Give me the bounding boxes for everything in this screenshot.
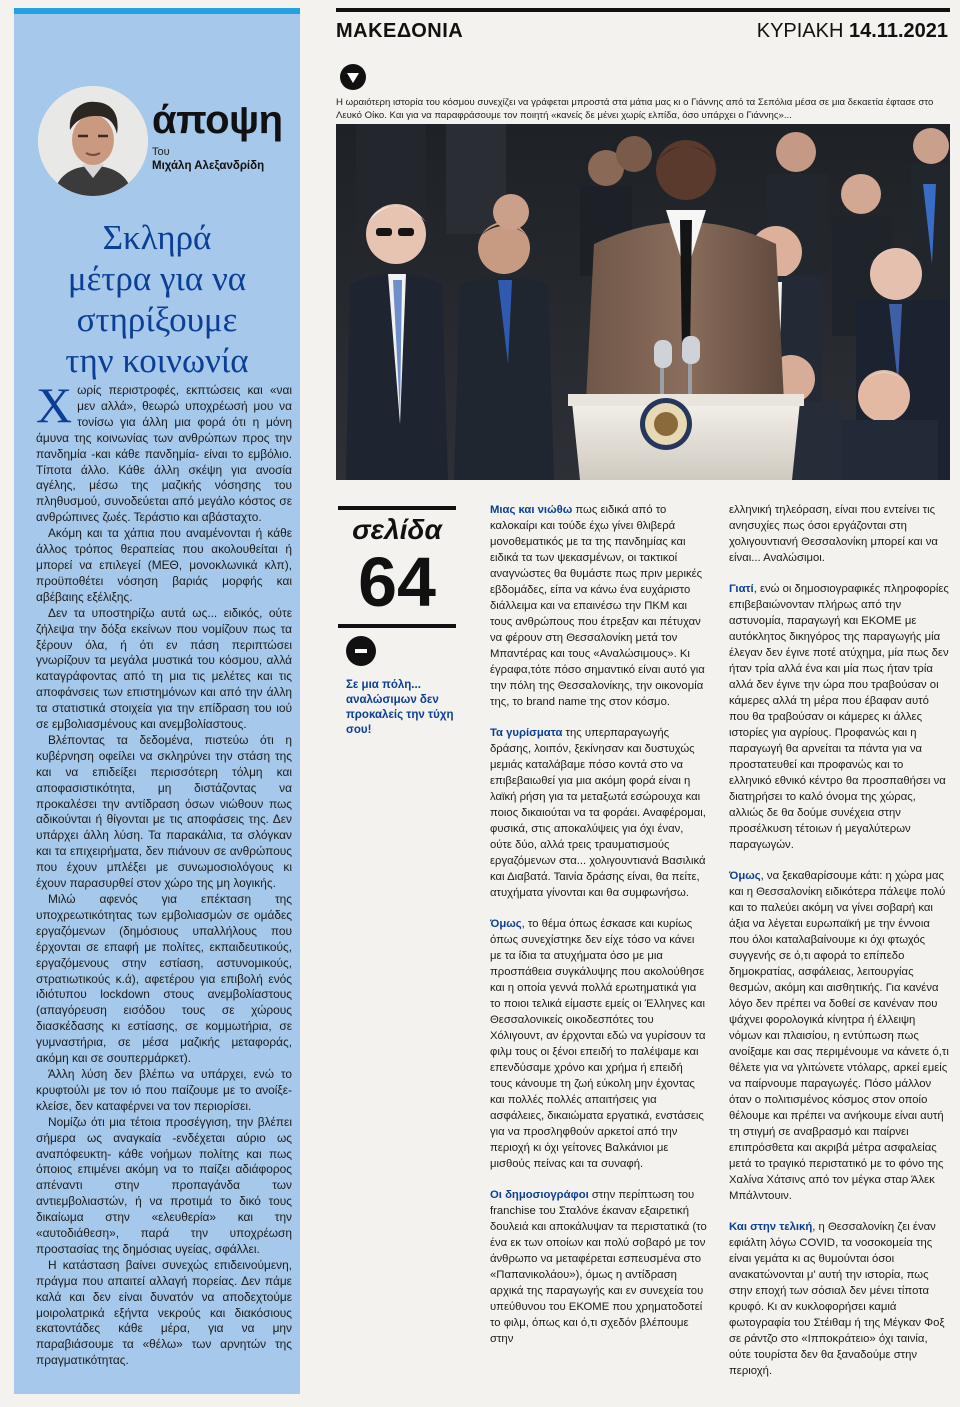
opinion-paragraph: Μιλώ αφενός για επέκταση της υποχρεωτικότητας των εμβολιασμών σε ομάδες εργαζόμενων (δημόσιους υπαλλήλους που έρχονται σε επαφή με πολίτες, εκπαιδευτικούς, εργαζόμενους στην εστίαση, αστυνομικούς, στρατιωτικούς κ.ά), αφετέρου για επιβολή ενός ιδιότυπου lockdown στους ανεμβολίαστους (απαγόρευση εισόδου τους σε χώρους διασκέδασης κι εστίασης, σε κομμωτήρια, σε γυμναστήρια, σε μέσα μαζικής μεταφοράς, ακόμη και σε σουπερμάρκετ). [36,892,292,1066]
issue-date-value: 14.11.2021 [849,20,948,42]
opinion-paragraph: Νομίζω ότι μια τέτοια προσέγγιση, την βλέπει σήμερα ως αναγκαία -ενδέχεται αύριο ως αναπόφευκτη- κάθε νοήμων πολίτης και πως όποιος επιμένει ακόμη να το παίζει αδιάφορος απέναντι στην προπαγάνδα των αντιεμβολιαστών, ή να προτιμά το δικό τους δικαίωμα στην «ελευθερία» και την «αυτοδιάθεση», παρά την υποχρέωση προστασίας της δημόσιας υγείας, σφάλλει. [36,1114,292,1256]
paragraph-lead: Γιατί [729,583,754,595]
opinion-body [36,383,292,1388]
byline-prefix: Του [152,146,170,158]
author-portrait-icon [38,86,148,196]
masthead [336,8,950,44]
paragraph-lead: Όμως [490,918,522,930]
author-name: Μιχάλη Αλεξανδρίδη [152,160,265,172]
drop-cap: Χ [36,383,73,433]
white-house-photo [336,124,950,480]
podium-scene-image [336,124,950,480]
page-number: 64 [358,543,436,621]
opinion-paragraph: Δεν τα υποστηρίζω αυτά ως... ειδικός, ούτε ζήλεψα την δόξα εκείνων που νομίζουν πως τα ξέρουν όλα, ή ότι εν πάση περιπτώσει γνωρίζουν τα μεγάλα μυστικά του κόσμου, αλλά καταγράφοντας από τη μια τις μελέτες και τις αποφάνσεις των επιστημόνων και από την άλλη τα στατιστικά στοιχεία για την επίδραση του ιού σε εμβολιασμένους και ανεμβολίαστους. [36,605,292,732]
pull-quote: Σε μια πόλη... αναλώσιμων δεν προκαλείς την τύχη σου! [346,679,454,736]
opinion-paragraph: Χωρίς περιστροφές, εκπτώσεις και «ναι μεν αλλά», θεωρώ υποχρέωσή μου να τονίσω για άλλη μια φορά ότι η μόνη άμυνα της κοινωνίας των ανθρώπων προς την πανδημία -και κάθε πανδημία- είναι το εμβόλιο. Τίποτα άλλο. Κάθε άλλη σκέψη για ανοσία αγέλης, μέσω της μαζικής νόσησης του πληθυσμού, συνοδεύεται από μεγάλο κόστος σε ανθρώπινες ζωές. Τεράστιο και αβάσταχτο. [36,383,292,525]
paragraph-lead: Τα γυρίσματα [490,727,563,739]
headline-line: στηρίξουμε [76,299,238,339]
opinion-paragraph: Βλέποντας τα δεδομένα, πιστεύω ότι η κυβέρνηση οφείλει να σκληρύνει την στάση της και να επιδείξει περισσότερη τόλμη και αποφασιστικότητα, μη διστάζοντας να προκαλέσει την αντίδραση όσων νιώθουν πως αδικούνται ή θίγονται με τις αποφάσεις της. Δεν υπάρχει άλλη λύση. Τα παρακάλια, τα σλόγκαν και τα επιχειρήματα, δεν πιάνουν σε ανθρώπους που έχουν μπλέξει με συνωμοσιολόγους κι έχουν παρασυρθεί στον χώρο της μη λογικής. [36,732,292,891]
article-paragraph: Όμως, το θέμα όπως έσκασε και κυρίως όπως συνεχίστηκε δεν είχε τόσο να κάνει με τα ίδια τα ατυχήματα όσο με μια προσπάθεια συγκάλυψης που ακολούθησε και η οποία γεννά πολλά ερωτηματικά για το ποιοι τελικά είμαστε εμείς οι Έλληνες και Θεσσαλονικείς οικοδεσπότες του Χόλιγουντ, αν έρχονται εδώ να γυρίσουν τα φιλμ τους οι ξένοι επειδή το παλέψαμε και επενδύσαμε χρόνο και χρήμα ή επειδή τους κάνουμε τη ζωή εύκολη μην έχοντας και πολλές πολλές απαιτήσεις για ασφάλειες, δικαιώματα εργατικά, ενστάσεις για να προσληφθούν αρκετοί από την περιοχή κι όχι γείτονες Βαλκάνιοι με μισθούς πείνας και τα συναφή. [490,918,706,1170]
article-column-2 [729,502,949,1394]
paragraph-lead: Μιας και νιώθω [490,504,573,516]
page-badge [338,506,456,752]
page-word: σελίδα [352,514,442,545]
down-arrow-icon [340,64,366,90]
headline-line: μέτρα για να [67,258,247,298]
article-paragraph: Και στην τελική, η Θεσσαλονίκη ζει έναν εφιάλτη λόγω COVID, τα νοσοκομεία της είναι γεμάτα κι ας θυμούνται όσοι ανακατώνονται μ' αυτή την ιστορία, πως στην εποχή των σόσιαλ δεν μένει τίποτα κρυφό. Κι αν κυκλοφορήσει καμιά φωτογραφία του Στέιθαμ ή της Μέγκαν Φοξ σε ράντζο στο «Ιπποκράτειο» όχι ταινία, ούτε τουρίστα δεν θα ξαναδούμε στην περιοχή. [729,1221,945,1377]
article-paragraph: Τα γυρίσματα της υπερπαραγωγής δράσης, λοιπόν, ξεκίνησαν και δυστυχώς μεμιάς καταλάβαμε πόσο κοντά στο να επιβεβαιωθεί για μια ακόμη φορά είναι η λαϊκή ρήση για τα μεταξωτά εσώρουχα και ποιος δικαιούται να τα φοράει. Αναφέρομαι, φυσικά, στις αποκαλύψεις για όχι έναν, ούτε δύο, αλλά τρεις τραυματισμούς εργαζόμενων στα... χολιγουντιανά Βασιλικά και Διαβατά. Ταινία δράσης είναι, θα πείτε, ατυχήματα γίνονται και θα συμφωνήσω. [490,727,706,899]
headline-line: Σκληρά [102,218,212,257]
author-avatar [38,86,148,196]
minus-icon [346,636,376,666]
headline-line: την κοινωνία [65,340,249,380]
paragraph-lead: Και στην τελική [729,1221,813,1233]
issue-date [757,20,948,43]
paper-name: ΜΑΚΕΔΟΝΙΑ [336,20,464,42]
paragraph-lead: Οι δημοσιογράφοι [490,1189,589,1201]
paragraph-lead: Όμως [729,870,761,882]
opinion-sidebar [14,8,300,1394]
article-paragraph: Όμως, να ξεκαθαρίσουμε κάτι: η χώρα μας και η Θεσσαλονίκη ειδικότερα πάλεψε πολύ και το παλεύει ακόμη να γίνει σοβαρή και άξια να λέγεται ευρωπαϊκή με την έννοια που όλοι καταλαβαίνουμε κι όχι φτωχός συγγενής σε ό,τι αφορά το επίπεδο δημοκρατίας, ασφάλειας, λειτουργίας θεσμών, ακόμη και αισθητικής. Για κανένα λόγο δεν πρέπει να δοθεί σε κανέναν που ψάχνει φορολογικά κίνητρα ή έλλειψη νόμων και πλαισίου, η εντύπωση πως ανοίξαμε και σας περιμένουμε να κάνετε ό,τι θέλετε για να γλιτώνετε ντόλαρς, αρκεί εμείς να παίρνουμε παραγωγές. Πόσο μάλλον όταν ο πολιτισμένος κόσμος στον οποίο θέλουμε και πρέπει να ανήκουμε είναι αυτή τη στιγμή σε αναβρασμό και παίρνει επιπρόσθετα και ακριβά μέτρα ασφαλείας μετά το τραγικό περιστατικό με το φόνο της Χαλίνα Χάτσινς από τον μέγκα σταρ Άλεκ Μπάλντουιν. [729,870,949,1202]
photo-caption: Η ωραιότερη ιστορία του κόσμου συνεχίζει να γράφεται μπροστά στα μάτια μας κι ο Γιάννης από τα Σεπόλια μέσα σε μια δεκαετία έφτασε στο Λευκό Οίκο. Και για να παραφράσουμε τον ποιητή «κανείς δε μένει χωρίς ελπίδα, όσο υπάρχει ο Γιάννης»... [336,97,934,121]
opinion-label: άποψη [152,98,283,142]
opinion-paragraph: Άλλη λύση δεν βλέπω να υπάρχει, ενώ το κρυφτούλι με τον ιό που παίζουμε με το ανοίξε- κλείσε, δεν καταφέρνει να τον περιορίσει. [36,1066,292,1113]
article-paragraph: Γιατί, ενώ οι δημοσιογραφικές πληροφορίες επιβεβαιώνονταν πλήρως από την αστυνομία, παραγωγή και ΕΚΟΜΕ με αυτόκλητος δικηγόρος της παραγωγής μία έλεγαν δεν έγινε ποτέ ατύχημα, μία πως δεν ήταν τρία αλλά ένα και μία πως ήταν τρία αλλά δεν έγινε την ώρα που τραβούσαν οι κάμερες αλλά τη μέρα που έβαφαν αυτό που θα τραβούσαν οι κάμερες κι άλλες ιστορίες για αγρίους. Προφανώς και η παραγωγή θα αρνείται τα πάντα για να προστατευθεί και προφανώς και το ελληνικό εθνικό κέντρο θα προσπαθήσει να διατηρήσει το καλό όνομα της χώρας, αλλιώς δε θα δούμε συνέχεια στην προσέλκυση τέτοιων ή μεγαλύτερων παραγωγών. [729,583,949,851]
opinion-headline [14,218,300,382]
article-paragraph: Οι δημοσιογράφοι στην περίπτωση του franchise του Σταλόνε έκαναν εξαιρετική δουλειά και αποκάλυψαν τα περιστατικά (το ένα εκ των οποίων και πολύ σοβαρό με τον άνθρωπο να μεταφέρεται εσπευσμένα στο «Παπανικολάου»), όμως η αντίδραση αρχικά της παραγωγής και εν συνεχεία του υπεύθυνου του ΕΚΟΜΕ που χρηματοδοτεί το φιλμ, όπως και ό,τι σχεδόν βλέπουμε στην [490,1189,707,1345]
article-column-1 [490,502,708,1362]
article-paragraph: ελληνική τηλεόραση, είναι που εντείνει τις ανησυχίες πως όσοι εργάζονται στη χολιγουντιανή Θεσσαλονίκη μπορεί και να είναι... Αναλώσιμοι. [729,504,938,564]
page-badge-bottom-rule [338,624,456,628]
opinion-paragraph: Η κατάσταση βαίνει συνεχώς επιδεινούμενη, πράγμα που απαιτεί αλλαγή πορείας. Δεν πάμε καλά και δεν είναι δυνατόν να αποδεχτούμε μοιρολατρικά εξήντα νεκρούς και διακόσιους εκατοντάδες κάθε μέρα, για να μην παραβιάσουμε τα «θέλω» των αρνητών της πραγματικότητας. [36,1257,292,1368]
article-paragraph: Μιας και νιώθω πως ειδικά από το καλοκαίρι και τούδε έχω γίνει θλιβερά μονοθεματικός με τα της πανδημίας και ειδικά τα των ψεκασμένων, οι τακτικοί αναγνώστες θα θυμάστε πως πριν μερικές εβδομάδες, είπα να κάνω ένα ευχάριστο διάλλειμα και να επαινέσω την ΠΚΜ και τους ανθρώπους που έτρεξαν και πέτυχαν να φέρουν στη Θεσσαλονίκη μετά τον Μπαντέρας και τους «Αναλώσιμους». Κι έγραφα,τότε πόσο σημαντικό είναι αυτό για την πόλη της Θεσσαλονίκης, την οικονομία της, το brand name της στον κόσμο. [490,504,705,708]
issue-day: ΚΥΡΙΑΚΗ [756,20,844,42]
opinion-paragraph: Ακόμη και τα χάπια που αναμένονται ή κάθε άλλος τρόπος θεραπείας που ακολουθείται ή μπορεί να επιλεγεί (ΜΕΘ, μονοκλωνικά κλπ), προϋποθέτει νόσηση βαριάς μορφής και αβέβαιης εξέλιξης. [36,526,292,604]
masthead-rule [336,8,950,12]
page-badge-top-rule [338,506,456,510]
sidebar-top-rule [14,8,300,14]
